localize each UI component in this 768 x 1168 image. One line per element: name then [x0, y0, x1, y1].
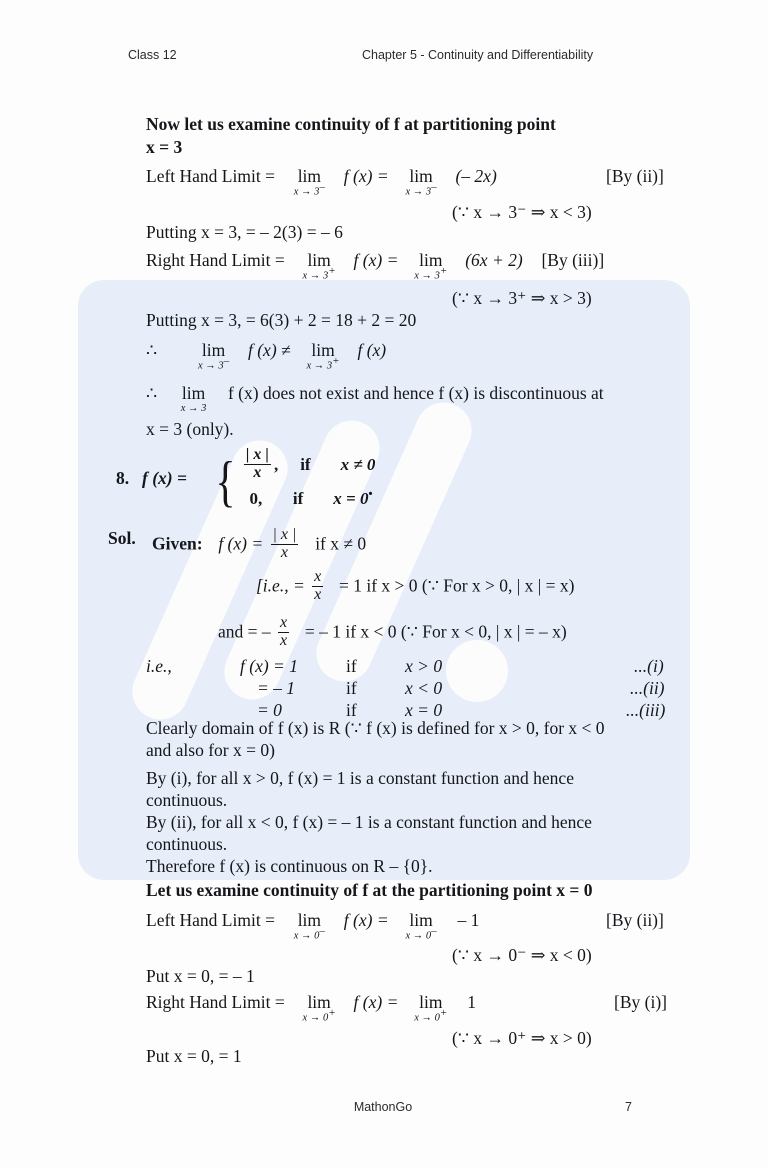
therefore-symbol-2: ∴	[146, 383, 158, 403]
by-ii-line-2: continuous.	[146, 834, 228, 854]
limit-operator-6: lim x → 3+	[306, 340, 340, 372]
therefore-limits-unequal	[146, 340, 387, 372]
case-row-2-lhs: = – 1	[257, 678, 296, 698]
case1-if: if	[300, 455, 311, 474]
putting-x-3-lhl: Putting x = 3, = – 2(3) = – 6	[146, 222, 343, 242]
therefore-mid-1: f (x) ≠	[247, 340, 291, 360]
x-over-x-fraction-2: $\frac{x}{x}$	[280, 614, 288, 649]
ie-label: i.e.,	[146, 656, 172, 676]
case-row-3-lhs: = 0	[257, 700, 282, 720]
and-open: and = –	[218, 621, 271, 642]
solution-label: Sol.	[108, 528, 136, 548]
heading-examine-continuity-0: Let us examine continuity of f at the partitioning point x = 0	[146, 880, 593, 900]
therefore-end-1: f (x)	[357, 340, 387, 360]
case-row-1-cond: x > 0	[405, 656, 443, 676]
rhl0-note: (∵ x → 0⁺ ⇒ x > 0)	[452, 1028, 592, 1048]
domain-line-1: Clearly domain of f (x) is R (∵ f (x) is defined for x > 0, for x < 0	[146, 718, 605, 738]
rhl-label: Right Hand Limit =	[146, 250, 285, 270]
limit-operator-3: lim x → 3+	[302, 250, 336, 282]
brand-label: MathonGo	[353, 1100, 413, 1114]
chapter-label: Chapter 5 - Continuity and Differentiability	[362, 48, 594, 62]
rhl0-label: Right Hand Limit =	[146, 992, 285, 1012]
lhl0-label: Left Hand Limit =	[146, 910, 275, 930]
rhl0-expression: 1	[467, 992, 476, 1012]
and-rest: = – 1 if x < 0 (∵ For x < 0, | x | = – x)	[304, 621, 567, 642]
by-i-line-2: continuous.	[146, 790, 228, 810]
limit-operator-11: lim x → 0+	[414, 992, 448, 1024]
right-hand-limit-row-3	[146, 250, 605, 282]
lhl-note-1: (∵ x → 3⁻ ⇒ x < 3)	[452, 202, 592, 222]
rhl-expression-1: (6x + 2)	[465, 250, 523, 270]
case2-if: if	[292, 489, 304, 508]
case-row-2-tag: ...(ii)	[630, 678, 665, 698]
running-foot	[0, 1100, 768, 1120]
ie-positive-case-row	[256, 570, 575, 605]
left-hand-limit-row-3	[146, 166, 497, 198]
case2-condition: x = 0	[333, 489, 369, 508]
lhl0-fx: f (x) =	[343, 910, 389, 930]
therefore-limit-dne	[146, 383, 604, 414]
question-8-fx: f (x) =	[142, 468, 187, 488]
class-label: Class 12	[128, 48, 177, 62]
limit-operator-4: lim x → 3+	[414, 250, 448, 282]
right-hand-limit-row-0	[146, 992, 476, 1024]
abs-x-over-x-fraction: $\frac{| x |}{x}$	[245, 445, 269, 481]
case-row-3-tag: ...(iii)	[626, 700, 666, 720]
lhl0-reference: [By (ii)]	[606, 910, 664, 930]
rhl-reference-1: [By (iii)]	[541, 250, 605, 270]
rhl0-reference: [By (i)]	[614, 992, 667, 1012]
lhl-label: Left Hand Limit =	[146, 166, 275, 186]
piecewise-row-2	[241, 482, 376, 516]
by-ii-line-1: By (ii), for all x < 0, f (x) = – 1 is a constant function and hence	[146, 812, 592, 832]
lhl-fx-1: f (x) =	[343, 166, 389, 186]
left-hand-limit-row-0	[146, 910, 480, 942]
piecewise-definition-8	[212, 446, 375, 518]
domain-line-2: and also for x = 0)	[146, 740, 275, 760]
rhl-note-1: (∵ x → 3⁺ ⇒ x > 3)	[452, 288, 592, 308]
solution-condition: if x ≠ 0	[315, 533, 367, 554]
limit-operator-1: lim x → 3–	[293, 166, 325, 198]
case-row-1-tag: ...(i)	[634, 656, 664, 676]
question-number-8: 8.	[116, 468, 130, 488]
lhl-reference-1: [By (ii)]	[606, 166, 664, 186]
solution-given-row	[152, 528, 366, 563]
heading-examine-continuity-3-cont: x = 3	[146, 137, 183, 157]
limit-operator-10: lim x → 0+	[302, 992, 336, 1024]
given-label: Given:	[152, 533, 203, 554]
page-number: 7	[625, 1100, 632, 1114]
put-x-0-rhl: Put x = 0, = 1	[146, 1046, 242, 1066]
rhl0-fx: f (x) =	[353, 992, 399, 1012]
ie-open: [i.e., =	[256, 575, 305, 596]
case-row-2-cond: x < 0	[405, 678, 443, 698]
case-row-3-if: if	[346, 700, 357, 720]
by-i-line-1: By (i), for all x > 0, f (x) = 1 is a constant function and hence	[146, 768, 574, 788]
therefore-continuous-on-r: Therefore f (x) is continuous on R – {0}.	[146, 856, 433, 876]
limit-operator-7: lim x → 3	[180, 383, 207, 414]
put-x-0-lhl: Put x = 0, = – 1	[146, 966, 255, 986]
piecewise-row-1	[241, 445, 376, 482]
rhl-fx-1: f (x) =	[353, 250, 399, 270]
case-row-3-cond: x = 0	[405, 700, 443, 720]
case2-value: 0,	[249, 489, 263, 508]
ie-rest: = 1 if x > 0 (∵ For x > 0, | x | = x)	[338, 575, 575, 596]
solution-abs-fraction: $\frac{| x |}{x}$	[272, 526, 297, 561]
lhl-expression-1: (– 2x)	[455, 166, 497, 186]
therefore-symbol-1: ∴	[146, 340, 158, 360]
case-row-2-if: if	[346, 678, 357, 698]
case-row-1-lhs: f (x) = 1	[240, 656, 298, 676]
and-negative-case-row	[218, 616, 567, 651]
limit-operator-9: lim x → 0–	[405, 910, 437, 942]
limit-operator-5: lim x → 3–	[197, 340, 230, 372]
case-row-1-if: if	[346, 656, 357, 676]
lhl0-note: (∵ x → 0⁻ ⇒ x < 0)	[452, 945, 592, 965]
therefore-dne-text: f (x) does not exist and hence f (x) is discontinuous at	[227, 383, 604, 403]
therefore-dne-text-2: x = 3 (only).	[146, 419, 234, 439]
solution-fx: f (x) =	[218, 533, 264, 554]
limit-operator-8: lim x → 0–	[293, 910, 325, 942]
left-brace-icon: {	[215, 450, 236, 513]
case1-condition: x ≠ 0	[340, 455, 376, 474]
putting-x-3-rhl: Putting x = 3, = 6(3) + 2 = 18 + 2 = 20	[146, 310, 417, 330]
heading-examine-continuity-3: Now let us examine continuity of f at partitioning point	[146, 114, 556, 134]
lhl0-expression: – 1	[457, 910, 480, 930]
case1-comma: ,	[273, 455, 279, 474]
x-over-x-fraction-1: $\frac{x}{x}$	[314, 568, 322, 603]
limit-operator-2: lim x → 3–	[405, 166, 437, 198]
question-8-period: .	[368, 478, 373, 500]
